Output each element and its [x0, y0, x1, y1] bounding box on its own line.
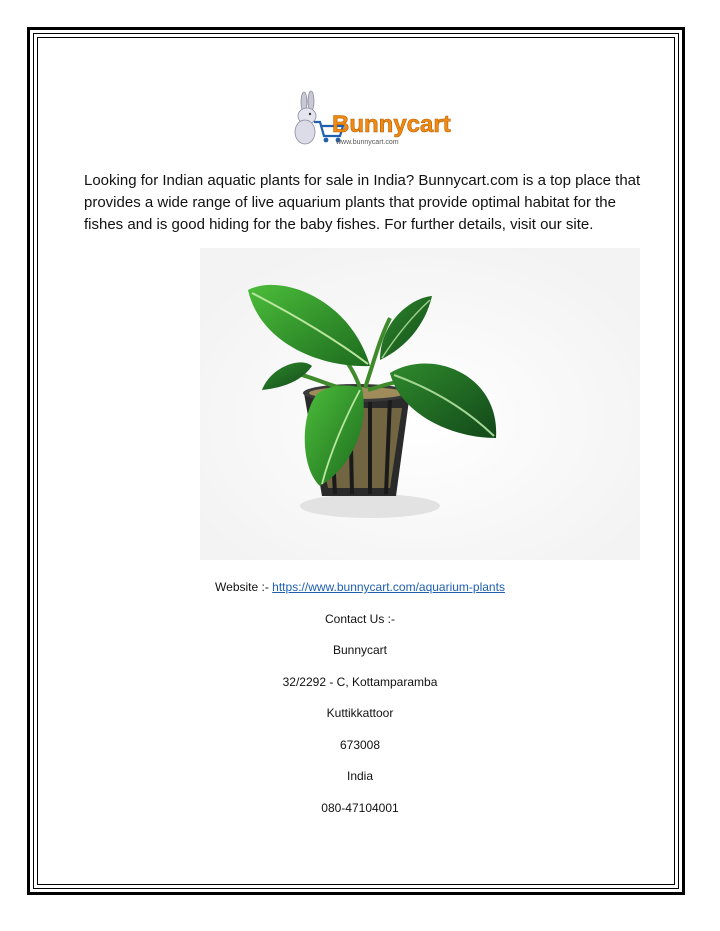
- website-line: [0, 580, 720, 594]
- country: India: [346, 769, 374, 783]
- contact-label: Contact Us :-: [324, 612, 396, 626]
- address-line-2: Kuttikkattoor: [326, 706, 394, 720]
- logo-url-text: www.bunnycart.com: [336, 139, 399, 146]
- potted-aquarium-plant-image: [200, 248, 640, 560]
- logo-brand-text: Bunnycart: [332, 111, 451, 138]
- phone-number: 080-47104001: [321, 801, 399, 815]
- website-label: Website :-: [215, 580, 273, 594]
- contact-name: Bunnycart: [332, 643, 388, 657]
- address-line-1: 32/2292 - C, Kottamparamba: [282, 675, 438, 689]
- bunnycart-logo: [290, 92, 451, 148]
- intro-paragraph: Looking for Indian aquatic plants for sale in India? Bunnycart.com is a top place that provides a wide range of live aquarium plants that provide optimal habitat for the fishes and is good hiding for the baby fishes. For further details, visit our site.: [84, 172, 641, 233]
- postcode: 673008: [339, 738, 381, 752]
- website-link[interactable]: https://www.bunnycart.com/aquarium-plants: [272, 580, 505, 594]
